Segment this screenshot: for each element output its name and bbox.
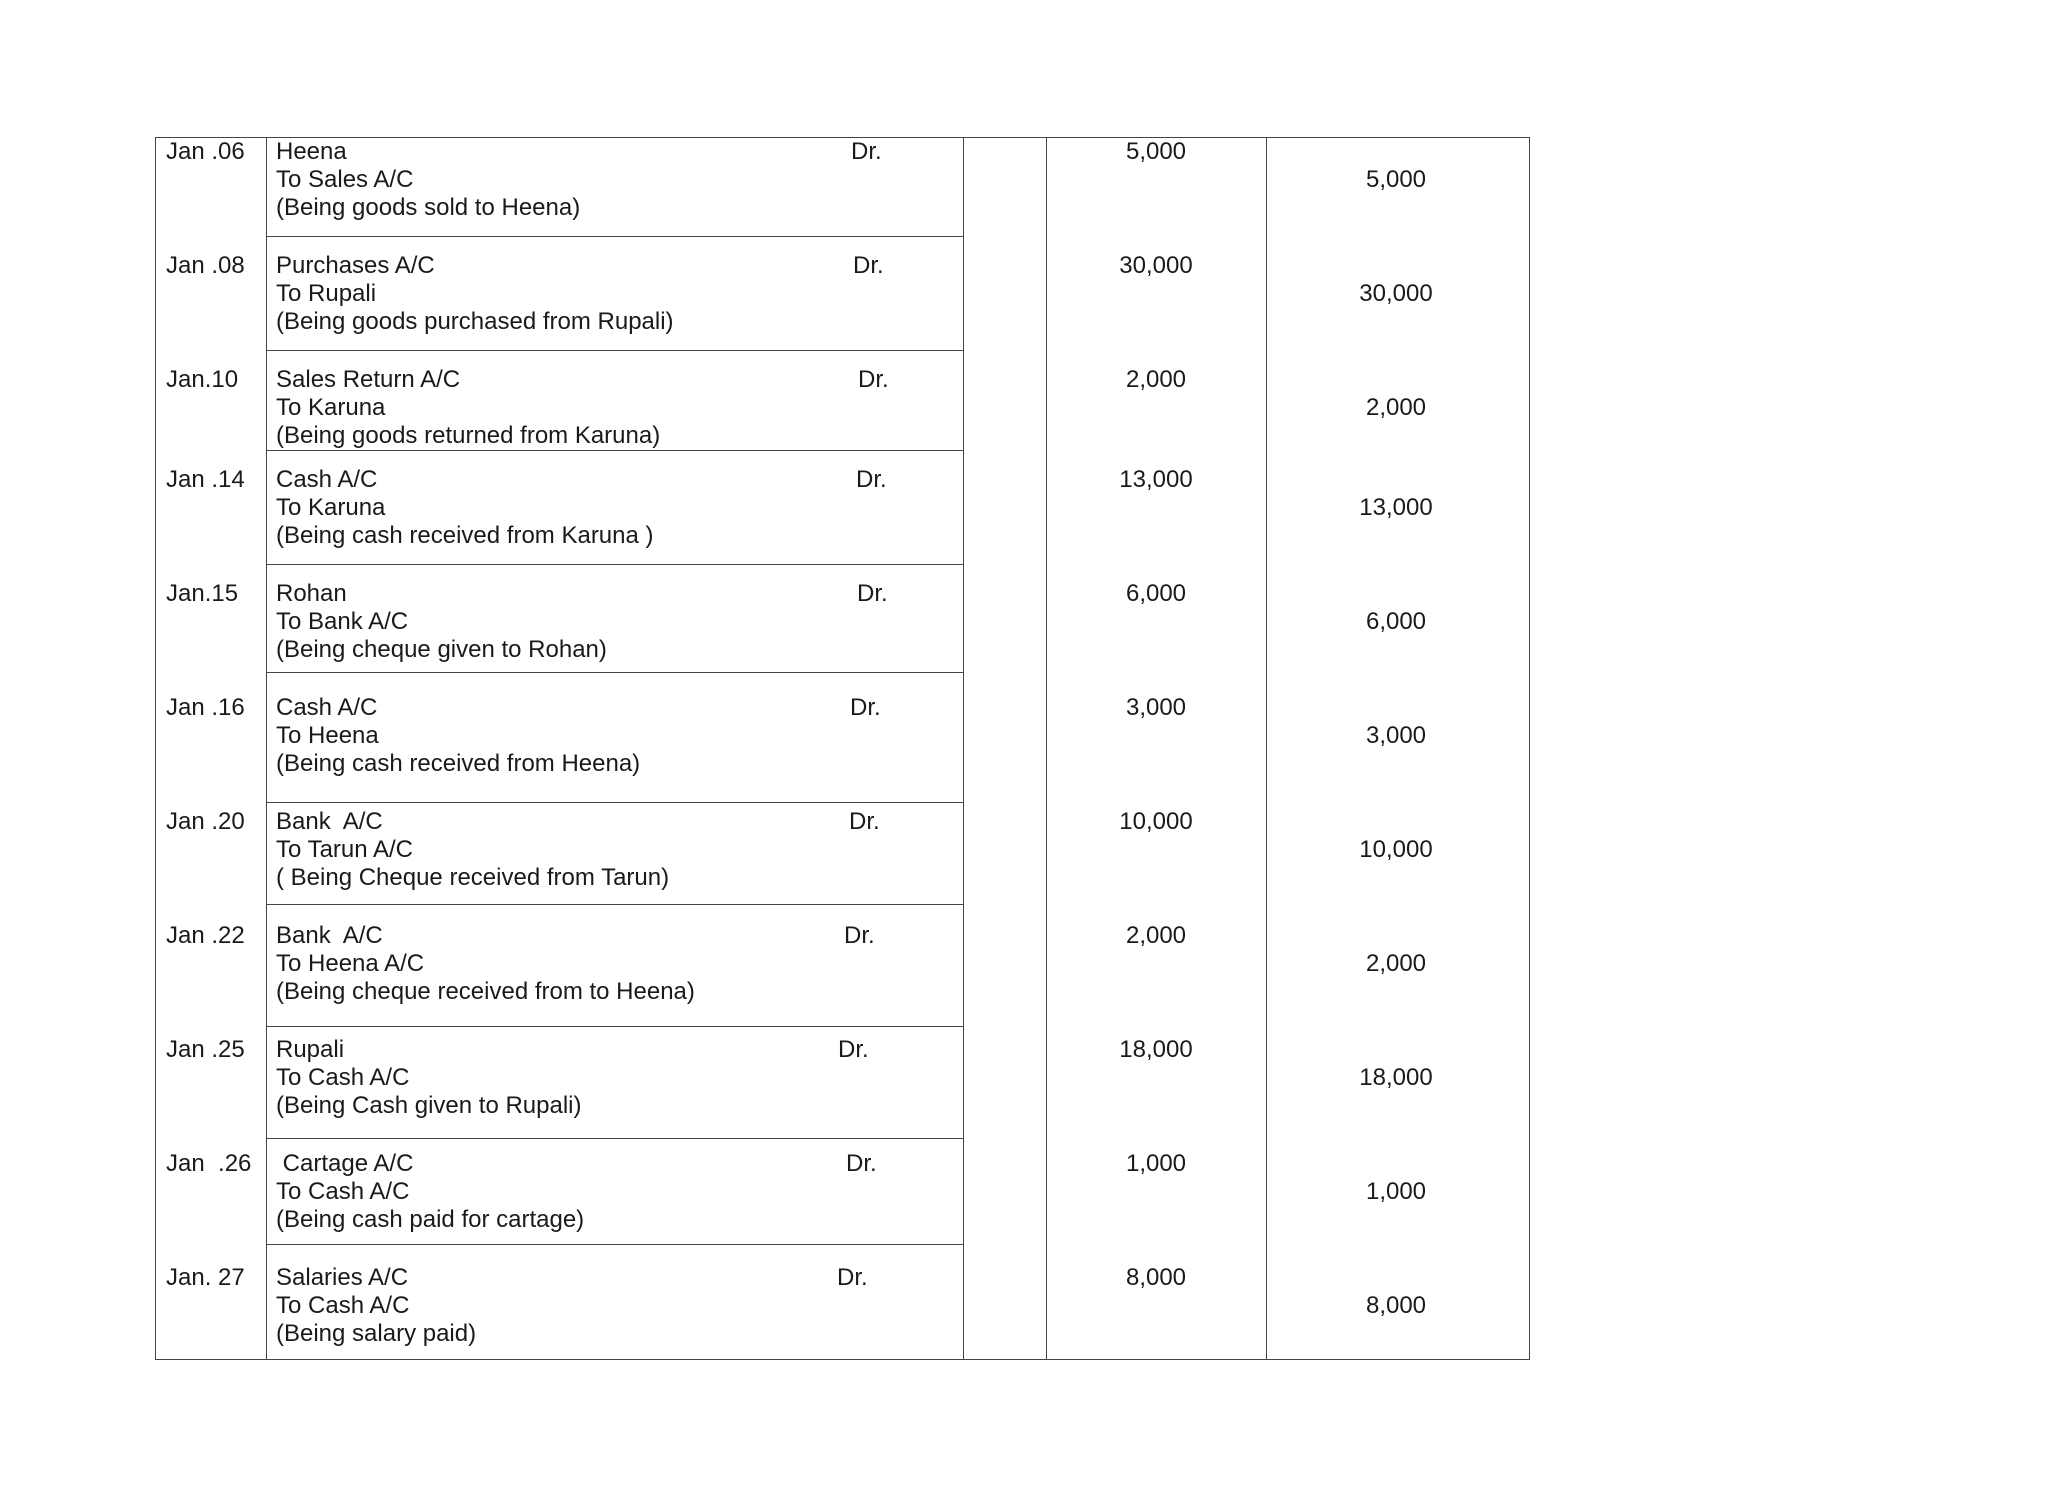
entry-separator — [266, 802, 963, 803]
credit-account: To Cash A/C — [276, 1178, 410, 1205]
entry-date: Jan.10 — [166, 366, 239, 393]
debit-amount: 18,000 — [1119, 1036, 1193, 1063]
debit-amount: 8,000 — [1125, 1264, 1187, 1291]
dr-marker: Dr. — [850, 694, 881, 721]
entry-date: Jan. 27 — [166, 1264, 245, 1291]
debit-amount: 2,000 — [1125, 366, 1187, 393]
entry-narration: (Being Cash given to Rupali) — [276, 1092, 582, 1119]
credit-amount: 13,000 — [1359, 494, 1433, 521]
credit-amount: 1,000 — [1365, 1178, 1427, 1205]
dr-marker: Dr. — [849, 808, 880, 835]
dr-marker: Dr. — [837, 1264, 868, 1291]
credit-account: To Karuna — [276, 394, 386, 421]
credit-amount: 5,000 — [1365, 166, 1427, 193]
credit-account: To Rupali — [276, 280, 377, 307]
entry-separator — [266, 1026, 963, 1027]
debit-account: Cash A/C — [276, 694, 378, 721]
debit-account: Cartage A/C — [276, 1150, 414, 1177]
dr-marker: Dr. — [838, 1036, 869, 1063]
entry-narration: (Being cash received from Karuna ) — [276, 522, 654, 549]
entry-date: Jan.15 — [166, 580, 239, 607]
dr-marker: Dr. — [857, 580, 888, 607]
debit-amount: 30,000 — [1119, 252, 1193, 279]
entry-date: Jan .26 — [166, 1150, 252, 1177]
debit-account: Bank A/C — [276, 808, 383, 835]
entry-separator — [266, 1138, 963, 1139]
entry-separator — [266, 904, 963, 905]
credit-account: To Karuna — [276, 494, 386, 521]
entry-separator — [266, 350, 963, 351]
debit-amount: 13,000 — [1119, 466, 1193, 493]
credit-account: To Cash A/C — [276, 1064, 410, 1091]
column-divider-particulars — [963, 138, 964, 1359]
credit-amount: 2,000 — [1365, 394, 1427, 421]
entry-narration: (Being cash received from Heena) — [276, 750, 641, 777]
entry-separator — [266, 236, 963, 237]
credit-amount: 6,000 — [1365, 608, 1427, 635]
column-divider-date — [266, 138, 267, 1359]
entry-separator — [266, 450, 963, 451]
entry-narration: (Being goods sold to Heena) — [276, 194, 581, 221]
credit-amount: 3,000 — [1365, 722, 1427, 749]
entry-narration: (Being goods purchased from Rupali) — [276, 308, 674, 335]
debit-amount: 5,000 — [1125, 138, 1187, 165]
debit-account: Sales Return A/C — [276, 366, 461, 393]
debit-amount: 1,000 — [1125, 1150, 1187, 1177]
debit-account: Rohan — [276, 580, 347, 607]
debit-account: Salaries A/C — [276, 1264, 409, 1291]
debit-account: Bank A/C — [276, 922, 383, 949]
journal-table — [155, 137, 1530, 1360]
credit-account: To Heena A/C — [276, 950, 425, 977]
entry-date: Jan .25 — [166, 1036, 245, 1063]
entry-narration: (Being salary paid) — [276, 1320, 477, 1347]
dr-marker: Dr. — [856, 466, 887, 493]
credit-account: To Heena — [276, 722, 379, 749]
entry-separator — [266, 1244, 963, 1245]
entry-date: Jan .06 — [166, 138, 245, 165]
credit-account: To Bank A/C — [276, 608, 409, 635]
dr-marker: Dr. — [851, 138, 882, 165]
entry-date: Jan .16 — [166, 694, 245, 721]
debit-account: Heena — [276, 138, 347, 165]
entry-separator — [266, 672, 963, 673]
entry-date: Jan .22 — [166, 922, 245, 949]
entry-date: Jan .14 — [166, 466, 245, 493]
entry-narration: (Being goods returned from Karuna) — [276, 422, 661, 449]
entry-date: Jan .20 — [166, 808, 245, 835]
debit-amount: 6,000 — [1125, 580, 1187, 607]
credit-account: To Cash A/C — [276, 1292, 410, 1319]
dr-marker: Dr. — [844, 922, 875, 949]
debit-account: Rupali — [276, 1036, 345, 1063]
credit-amount: 10,000 — [1359, 836, 1433, 863]
credit-amount: 18,000 — [1359, 1064, 1433, 1091]
entry-narration: (Being cash paid for cartage) — [276, 1206, 585, 1233]
debit-amount: 2,000 — [1125, 922, 1187, 949]
dr-marker: Dr. — [846, 1150, 877, 1177]
entry-narration: (Being cheque given to Rohan) — [276, 636, 607, 663]
debit-account: Cash A/C — [276, 466, 378, 493]
debit-amount: 3,000 — [1125, 694, 1187, 721]
debit-account: Purchases A/C — [276, 252, 435, 279]
dr-marker: Dr. — [853, 252, 884, 279]
credit-amount: 30,000 — [1359, 280, 1433, 307]
credit-amount: 2,000 — [1365, 950, 1427, 977]
credit-account: To Sales A/C — [276, 166, 414, 193]
credit-account: To Tarun A/C — [276, 836, 413, 863]
entry-separator — [266, 564, 963, 565]
entry-date: Jan .08 — [166, 252, 245, 279]
column-divider-lf — [1046, 138, 1047, 1359]
column-divider-debit — [1266, 138, 1267, 1359]
dr-marker: Dr. — [858, 366, 889, 393]
credit-amount: 8,000 — [1365, 1292, 1427, 1319]
entry-narration: (Being cheque received from to Heena) — [276, 978, 695, 1005]
debit-amount: 10,000 — [1119, 808, 1193, 835]
entry-narration: ( Being Cheque received from Tarun) — [276, 864, 670, 891]
